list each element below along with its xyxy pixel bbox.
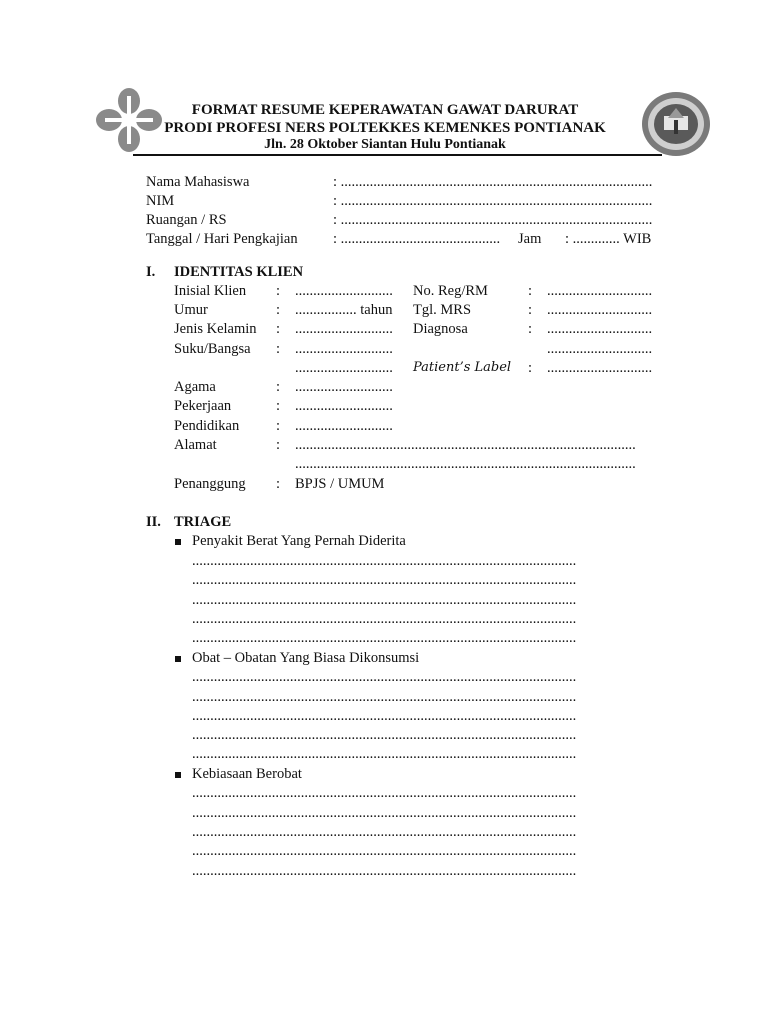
jenis-kelamin-field[interactable]: ...........................: [295, 321, 393, 337]
penanggung-label: Penanggung: [174, 476, 246, 492]
kebiasaan-line-4[interactable]: ..........................................................................................................: [192, 843, 577, 859]
colon: :: [276, 283, 281, 299]
colon: :: [276, 379, 281, 395]
jenis-kelamin-label: Jenis Kelamin: [174, 321, 257, 337]
suku-label: Suku/Bangsa: [174, 341, 251, 357]
agama-field[interactable]: ...........................: [295, 379, 393, 395]
obat-line-1[interactable]: ..........................................................................................................: [192, 669, 577, 685]
obat-line-5[interactable]: ..........................................................................................................: [192, 746, 577, 762]
suku-field-2[interactable]: ...........................: [295, 360, 393, 376]
header-address: Jln. 28 Oktober Siantan Hulu Pontianak: [264, 137, 506, 152]
kebiasaan-line-5[interactable]: ..........................................................................................................: [192, 863, 577, 879]
tanggal-label: Tanggal / Hari Pengkajian: [146, 231, 298, 247]
colon: :: [528, 321, 533, 337]
tglmrs-label: Tgl. MRS: [413, 302, 472, 318]
kebiasaan-line-3[interactable]: ..........................................................................................................: [192, 824, 577, 840]
triage-item-penyakit: Penyakit Berat Yang Pernah Diderita: [192, 533, 406, 549]
ruangan-field[interactable]: : ......................................................................................: [333, 212, 653, 228]
obat-line-2[interactable]: ..........................................................................................................: [192, 689, 577, 705]
alamat-label: Alamat: [174, 437, 217, 453]
colon: :: [276, 437, 281, 453]
triage-item-obat: Obat – Obatan Yang Biasa Dikonsumsi: [192, 650, 420, 666]
kebiasaan-line-1[interactable]: ..........................................................................................................: [192, 785, 577, 801]
poltekkes-seal-logo: [640, 90, 712, 158]
colon: :: [276, 302, 281, 318]
suku-field[interactable]: ...........................: [295, 341, 393, 357]
penyakit-line-1[interactable]: ..........................................................................................................: [192, 553, 577, 569]
noreg-label: No. Reg/RM: [413, 283, 488, 299]
colon: :: [276, 418, 281, 434]
colon: :: [528, 302, 533, 318]
colon: :: [528, 360, 533, 376]
section-1-number: I.: [146, 264, 156, 280]
penyakit-line-3[interactable]: ..........................................................................................................: [192, 592, 577, 608]
tglmrs-field[interactable]: .............................: [547, 302, 653, 318]
pendidikan-label: Pendidikan: [174, 418, 240, 434]
penyakit-line-4[interactable]: ..........................................................................................................: [192, 611, 577, 627]
section-2-number: II.: [146, 514, 161, 530]
jam-field[interactable]: : ............. WIB: [565, 231, 652, 247]
patient-label-field[interactable]: .............................: [547, 360, 653, 376]
bullet-icon: [175, 772, 181, 778]
bullet-icon: [175, 539, 181, 545]
nama-mahasiswa-field[interactable]: : ......................................................................................: [333, 174, 653, 190]
penyakit-line-5[interactable]: ..........................................................................................................: [192, 630, 577, 646]
colon: :: [276, 321, 281, 337]
header-title-1: FORMAT RESUME KEPERAWATAN GAWAT DARURAT: [191, 102, 579, 118]
diagnosa-label: Diagnosa: [413, 321, 468, 337]
alamat-field-2[interactable]: ..............................................................................................: [295, 456, 636, 472]
penanggung-value: BPJS / UMUM: [295, 476, 385, 492]
diagnosa-field[interactable]: .............................: [547, 321, 653, 337]
kebiasaan-line-2[interactable]: ..........................................................................................................: [192, 805, 577, 821]
bullet-icon: [175, 656, 181, 662]
pendidikan-field[interactable]: ...........................: [295, 418, 393, 434]
alamat-field[interactable]: ..............................................................................................: [295, 437, 636, 453]
obat-line-4[interactable]: ..........................................................................................................: [192, 727, 577, 743]
patient-label: Patient’s Label: [413, 360, 512, 375]
pekerjaan-label: Pekerjaan: [174, 398, 232, 414]
colon: :: [276, 341, 281, 357]
colon: :: [276, 398, 281, 414]
section-1-title: IDENTITAS KLIEN: [174, 264, 304, 280]
inisial-field[interactable]: ...........................: [295, 283, 393, 299]
diagnosa-field-2[interactable]: .............................: [547, 341, 653, 357]
nama-mahasiswa-label: Nama Mahasiswa: [146, 174, 250, 190]
noreg-field[interactable]: .............................: [547, 283, 653, 299]
umur-label: Umur: [174, 302, 208, 318]
pekerjaan-field[interactable]: ...........................: [295, 398, 393, 414]
header-title-2: PRODI PROFESI NERS POLTEKKES KEMENKES PONTIANAK: [164, 120, 606, 136]
colon: :: [276, 476, 281, 492]
colon: :: [528, 283, 533, 299]
obat-line-3[interactable]: ..........................................................................................................: [192, 708, 577, 724]
tanggal-field[interactable]: : ............................................: [333, 231, 501, 247]
triage-item-kebiasaan: Kebiasaan Berobat: [192, 766, 302, 782]
section-2-title: TRIAGE: [174, 514, 232, 530]
agama-label: Agama: [174, 379, 216, 395]
inisial-label: Inisial Klien: [174, 283, 247, 299]
ruangan-label: Ruangan / RS: [146, 212, 227, 228]
penyakit-line-2[interactable]: ..........................................................................................................: [192, 572, 577, 588]
nim-field[interactable]: : ......................................................................................: [333, 193, 653, 209]
header-divider: [133, 154, 662, 156]
nim-label: NIM: [146, 193, 175, 209]
umur-field[interactable]: ................. tahun: [295, 302, 393, 318]
jam-label: Jam: [518, 231, 542, 247]
